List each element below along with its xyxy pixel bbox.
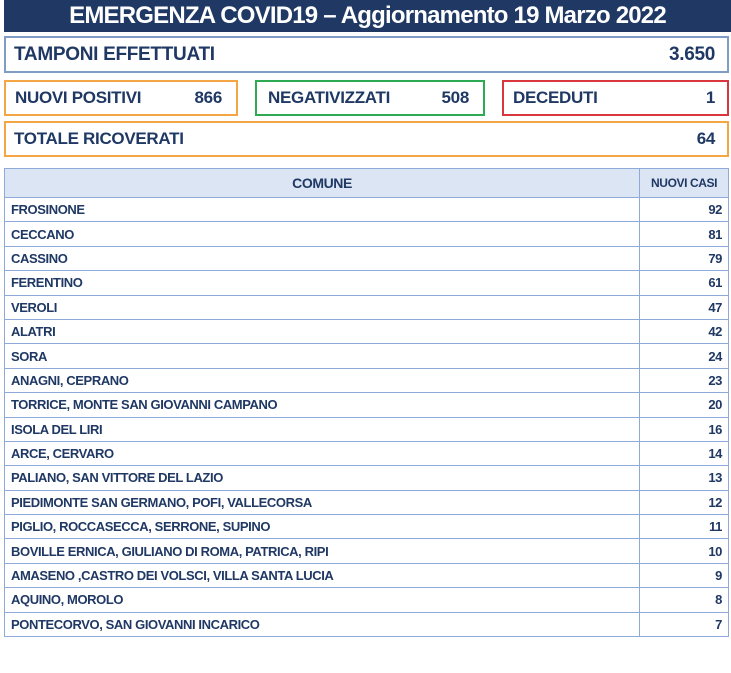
nuovi-casi-cell: 20 [640, 393, 729, 417]
comune-cell: SORA [5, 344, 640, 368]
comune-cell: TORRICE, MONTE SAN GIOVANNI CAMPANO [5, 393, 640, 417]
nuovi-casi-cell: 10 [640, 539, 729, 563]
positivi-label: NUOVI POSITIVI [15, 88, 142, 107]
nuovi-casi-cell: 11 [640, 515, 729, 539]
comune-cell: PIEDIMONTE SAN GERMANO, POFI, VALLECORSA [5, 490, 640, 514]
comune-cell: PONTECORVO, SAN GIOVANNI INCARICO [5, 612, 640, 636]
table-row [5, 466, 729, 490]
negativizzati-value: 508 [441, 88, 469, 107]
comune-cell: ISOLA DEL LIRI [5, 417, 640, 441]
nuovi-casi-cell: 92 [640, 198, 729, 222]
table-row [5, 490, 729, 514]
nuovi-casi-cell: 8 [640, 588, 729, 612]
nuovi-casi-cell: 61 [640, 271, 729, 295]
table-header-row [5, 169, 729, 198]
comune-cell: ALATRI [5, 319, 640, 343]
negativizzati-box [255, 80, 485, 116]
comune-cell: CASSINO [5, 246, 640, 270]
tamponi-value: 3.650 [668, 43, 715, 65]
nuovi-casi-cell: 79 [640, 246, 729, 270]
tamponi-box [4, 36, 729, 73]
header-comune: COMUNE [5, 169, 640, 198]
table-row [5, 368, 729, 392]
comuni-table [4, 168, 729, 637]
nuovi-casi-cell: 12 [640, 490, 729, 514]
table-row [5, 563, 729, 587]
table-row [5, 539, 729, 563]
comune-cell: BOVILLE ERNICA, GIULIANO DI ROMA, PATRICA, RIPI [5, 539, 640, 563]
comune-cell: FROSINONE [5, 198, 640, 222]
tamponi-label: TAMPONI EFFETTUATI [14, 43, 215, 65]
table-row [5, 441, 729, 465]
deceduti-box [502, 80, 729, 116]
positivi-box [4, 80, 238, 116]
nuovi-casi-cell: 16 [640, 417, 729, 441]
table-row [5, 588, 729, 612]
comune-cell: CECCANO [5, 222, 640, 246]
table-row [5, 271, 729, 295]
nuovi-casi-cell: 47 [640, 295, 729, 319]
page-title: EMERGENZA COVID19 – Aggiornamento 19 Marzo 2022 [4, 0, 731, 32]
nuovi-casi-cell: 13 [640, 466, 729, 490]
deceduti-label: DECEDUTI [513, 88, 598, 107]
comune-cell: AMASENO ,CASTRO DEI VOLSCI, VILLA SANTA LUCIA [5, 563, 640, 587]
positivi-value: 866 [194, 88, 222, 107]
deceduti-value: 1 [705, 88, 715, 107]
table-row [5, 295, 729, 319]
ricoverati-label: TOTALE RICOVERATI [14, 129, 184, 148]
table-row [5, 344, 729, 368]
nuovi-casi-cell: 81 [640, 222, 729, 246]
comune-cell: ANAGNI, CEPRANO [5, 368, 640, 392]
comune-cell: PALIANO, SAN VITTORE DEL LAZIO [5, 466, 640, 490]
nuovi-casi-cell: 23 [640, 368, 729, 392]
nuovi-casi-cell: 42 [640, 319, 729, 343]
table-body [5, 198, 729, 637]
table-row [5, 417, 729, 441]
nuovi-casi-cell: 9 [640, 563, 729, 587]
comune-cell: FERENTINO [5, 271, 640, 295]
table-row [5, 222, 729, 246]
nuovi-casi-cell: 24 [640, 344, 729, 368]
comune-cell: AQUINO, MOROLO [5, 588, 640, 612]
nuovi-casi-cell: 14 [640, 441, 729, 465]
table-row [5, 393, 729, 417]
table-row [5, 319, 729, 343]
header-nuovi-casi: NUOVI CASI [640, 169, 729, 198]
table-row [5, 246, 729, 270]
table-row [5, 198, 729, 222]
comune-cell: PIGLIO, ROCCASECCA, SERRONE, SUPINO [5, 515, 640, 539]
table-row [5, 612, 729, 636]
table-row [5, 515, 729, 539]
negativizzati-label: NEGATIVIZZATI [268, 88, 391, 107]
comune-cell: ARCE, CERVARO [5, 441, 640, 465]
nuovi-casi-cell: 7 [640, 612, 729, 636]
ricoverati-box [4, 121, 729, 157]
ricoverati-value: 64 [696, 129, 715, 148]
comune-cell: VEROLI [5, 295, 640, 319]
